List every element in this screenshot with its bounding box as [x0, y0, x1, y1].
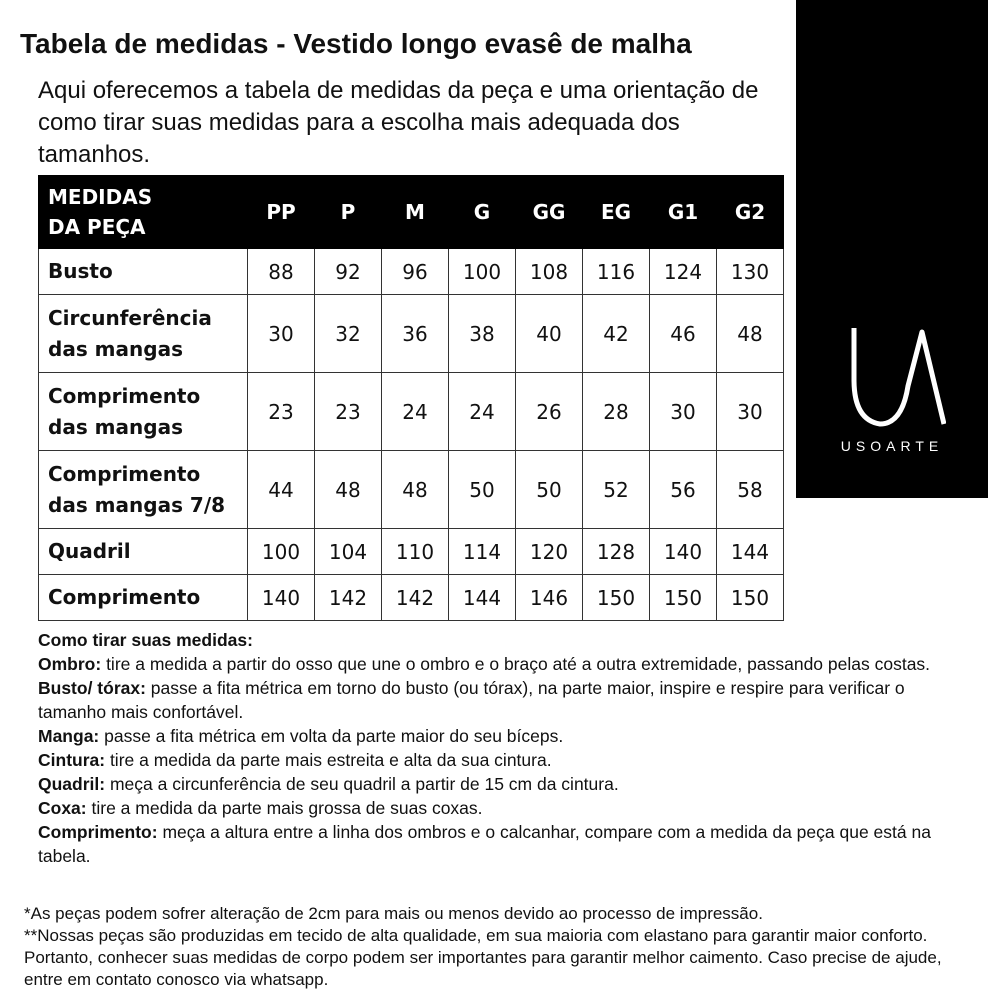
table-cell: 150: [583, 575, 650, 621]
page-title: Tabela de medidas - Vestido longo evasê de malha: [20, 28, 692, 59]
intro-text: Aqui oferecemos a tabela de medidas da peça e uma orientação de como tirar suas medidas para a escolha mais adequada dos tamanhos.: [38, 77, 759, 168]
table-cell: 52: [583, 451, 650, 529]
instruction-text: meça a circunferência de seu quadril a partir de 15 cm da cintura.: [105, 774, 619, 794]
table-cell: 128: [583, 529, 650, 575]
size-header: EG: [583, 176, 650, 249]
table-cell: 50: [516, 451, 583, 529]
table-cell: 144: [717, 529, 784, 575]
size-header: PP: [248, 176, 315, 249]
table-cell: 30: [248, 295, 315, 373]
size-header: G: [449, 176, 516, 249]
instruction-term: Cintura:: [38, 750, 106, 770]
table-cell: 100: [248, 529, 315, 575]
instruction-term: Busto/ tórax:: [38, 678, 146, 698]
instruction-text: meça a altura entre a linha dos ombros e o calcanhar, compare com a medida da peça que está na tabela.: [38, 822, 931, 866]
table-cell: 23: [248, 373, 315, 451]
table-cell: 58: [717, 451, 784, 529]
instruction-text: tire a medida da parte mais grossa de suas coxas.: [86, 798, 483, 818]
instruction-term: Ombro:: [38, 654, 102, 674]
table-cell: 32: [315, 295, 382, 373]
table-row: [39, 249, 784, 295]
size-header: P: [315, 176, 382, 249]
instruction-item: [38, 724, 968, 748]
table-cell: 110: [382, 529, 449, 575]
table-cell: 100: [449, 249, 516, 295]
table-cell: 120: [516, 529, 583, 575]
instruction-term: Coxa:: [38, 798, 87, 818]
table-cell: 42: [583, 295, 650, 373]
table-cell: 150: [650, 575, 717, 621]
instruction-item: [38, 772, 968, 796]
table-cell: 88: [248, 249, 315, 295]
table-cell: 144: [449, 575, 516, 621]
table-cell: 146: [516, 575, 583, 621]
size-table: [38, 175, 784, 621]
table-cell: 30: [717, 373, 784, 451]
table-cell: 50: [449, 451, 516, 529]
table-row: [39, 373, 784, 451]
instruction-text: passe a fita métrica em volta da parte maior do seu bíceps.: [99, 726, 564, 746]
brand-name: USOARTE: [840, 438, 944, 454]
table-cell: 104: [315, 529, 382, 575]
table-row: [39, 529, 784, 575]
table-cell: 116: [583, 249, 650, 295]
instruction-term: Quadril:: [38, 774, 106, 794]
table-cell: 140: [248, 575, 315, 621]
table-cell: 114: [449, 529, 516, 575]
table-cell: 24: [382, 373, 449, 451]
measurement-instructions: [38, 628, 968, 868]
table-row: [39, 575, 784, 621]
row-label: Comprimento das mangas 7/8: [39, 451, 248, 529]
table-cell: 48: [717, 295, 784, 373]
table-cell: 96: [382, 249, 449, 295]
instruction-item: [38, 796, 968, 820]
table-cell: 56: [650, 451, 717, 529]
table-cell: 44: [248, 451, 315, 529]
instruction-term: Manga:: [38, 726, 100, 746]
instruction-term: Comprimento:: [38, 822, 158, 842]
table-cell: 26: [516, 373, 583, 451]
table-row: [39, 295, 784, 373]
table-cell: 124: [650, 249, 717, 295]
instruction-item: [38, 652, 968, 676]
table-cell: 48: [315, 451, 382, 529]
row-label: Comprimento: [39, 575, 248, 621]
instruction-text: passe a fita métrica em torno do busto (ou tórax), na parte maior, inspire e respire para verificar o tamanho mais confortável.: [38, 678, 905, 722]
instruction-text: tire a medida a partir do osso que une o ombro e o braço até a outra extremidade, passando pelas costas.: [101, 654, 931, 674]
row-label: Circunferência das mangas: [39, 295, 248, 373]
instruction-text: tire a medida da parte mais estreita e alta da sua cintura.: [105, 750, 552, 770]
table-cell: 40: [516, 295, 583, 373]
table-cell: 48: [382, 451, 449, 529]
table-row: [39, 451, 784, 529]
row-label: Quadril: [39, 529, 248, 575]
table-cell: 30: [650, 373, 717, 451]
row-label: Comprimento das mangas: [39, 373, 248, 451]
table-cell: 150: [717, 575, 784, 621]
table-cell: 38: [449, 295, 516, 373]
instruction-item: [38, 820, 968, 868]
table-cell: 140: [650, 529, 717, 575]
instructions-heading: Como tirar suas medidas:: [38, 630, 253, 650]
size-header: M: [382, 176, 449, 249]
table-cell: 92: [315, 249, 382, 295]
size-header: GG: [516, 176, 583, 249]
table-cell: 36: [382, 295, 449, 373]
size-header: G2: [717, 176, 784, 249]
instruction-item: [38, 748, 968, 772]
footnote: *As peças podem sofrer alteração de 2cm para mais ou menos devido ao processo de impressão.: [24, 904, 763, 923]
footnotes: [24, 903, 979, 991]
table-header-row: [39, 176, 784, 249]
footnote: **Nossas peças são produzidas em tecido de alta qualidade, em sua maioria com elastano para garantir maior conforto. Portanto, conhecer suas medidas de corpo podem ser importantes para garantir melhor caimento. Caso precise de ajude, entre em contato conosco via whatsapp.: [24, 926, 942, 989]
table-cell: 142: [315, 575, 382, 621]
header-label: MEDIDAS DA PEÇA: [39, 176, 248, 249]
table-cell: 23: [315, 373, 382, 451]
table-cell: 24: [449, 373, 516, 451]
table-cell: 28: [583, 373, 650, 451]
row-label: Busto: [39, 249, 248, 295]
table-cell: 108: [516, 249, 583, 295]
table-cell: 130: [717, 249, 784, 295]
size-header: G1: [650, 176, 717, 249]
brand-logo-panel: [796, 0, 988, 498]
instruction-item: [38, 676, 968, 724]
ua-monogram-logo-icon: [846, 320, 946, 430]
table-cell: 46: [650, 295, 717, 373]
table-cell: 142: [382, 575, 449, 621]
